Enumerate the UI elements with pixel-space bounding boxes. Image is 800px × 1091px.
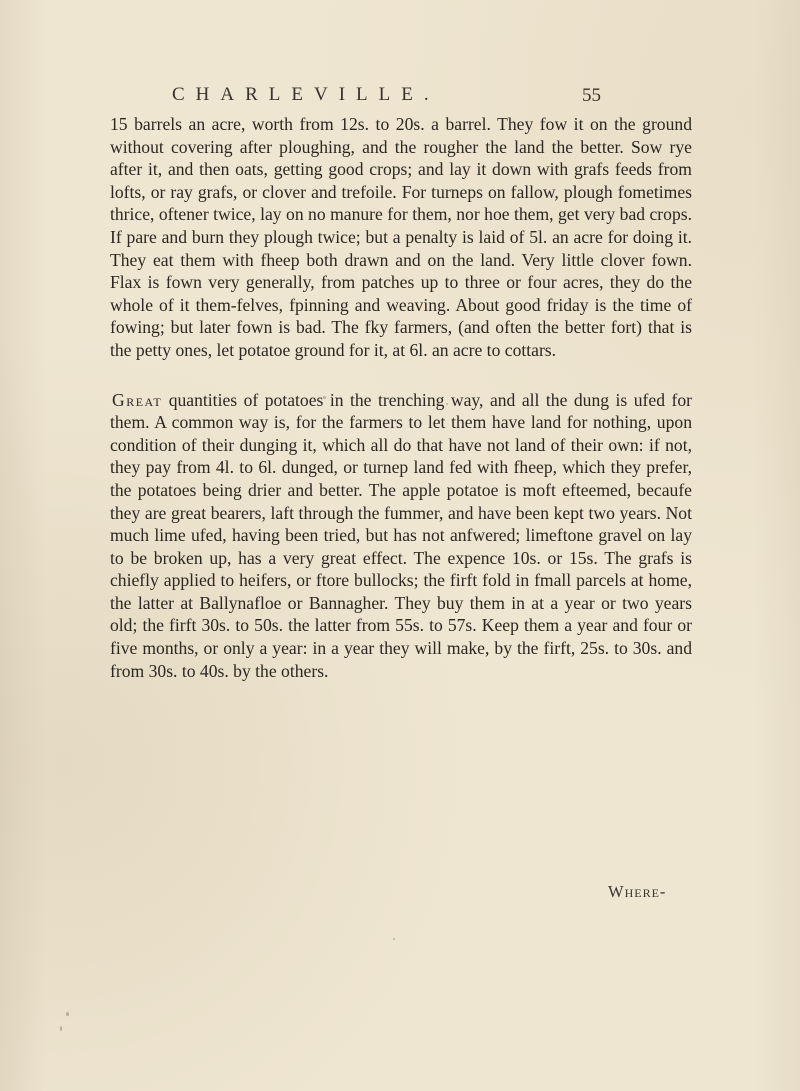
paragraph-1 bbox=[110, 113, 692, 362]
paper-speck bbox=[446, 403, 448, 405]
paragraph-text: 15 barrels an acre, worth from 12s. to 20s. a barrel. They fow it on the ground without covering after ploughing, and the rougher the land the better. Sow rye after it, and then oats, getting good crops; and lay it down with grafs feeds from lofts, or ray grafs, or clover and trefoile. For turneps on fallow, plough fometimes thrice, oftener twice, lay on no manure for them, nor hoe them, get very bad crops. If pare and burn they plough twice; but a penalty is laid of 5l. an acre for doing it. They eat them with fheep both drawn and on the land. Very little clover fown. Flax is fown very generally, from patches up to three or four acres, they do the whole of it them-felves, fpinning and weaving. About good friday is the time of fowing; but later fown is bad. The fky farmers, (and often the better fort) that is the petty ones, let potatoe ground for it, at 6l. an acre to cottars. bbox=[110, 114, 692, 360]
paragraph-2 bbox=[110, 389, 692, 683]
paper-speck bbox=[393, 938, 395, 940]
catchword: Where- bbox=[608, 882, 667, 901]
running-title: CHARLEVILLE. bbox=[172, 84, 440, 105]
paragraph-text: quantities of potatoes in the trenching way, and all the dung is ufed for them. A common way is, for the farmers to let them have land for nothing, upon condition of their dunging it, which all do that have not land of their own: if not, they pay from 4l. to 6l. dunged, or turnep land fed with fheep, which they prefer, the potatoes being drier and better. The apple potatoe is moft efteemed, becaufe they are great bearers, laft through the fummer, and have been kept two years. Not much lime ufed, having been tried, but has not anfwered; limeftone gravel on lay to be broken up, has a very great effect. The expence 10s. or 15s. The grafs is chiefly applied to heifers, or ftore bullocks; the firft fold in fmall parcels at home, the latter at Ballynafloe or Bannagher. They buy them in at a year or two years old; the firft 30s. to 50s. the latter from 55s. to 57s. Keep them a year and four or five months, or only a year: in a year they will make, by the firft, 25s. to 30s. and from 30s. to 40s. by the others. bbox=[110, 389, 692, 681]
paper-speck bbox=[66, 1012, 69, 1016]
body-text bbox=[110, 113, 692, 682]
paper-speck bbox=[60, 1026, 62, 1031]
paragraph-lead: Great bbox=[112, 389, 163, 410]
page-number: 55 bbox=[582, 85, 601, 106]
paper-speck bbox=[323, 396, 326, 399]
running-head bbox=[0, 80, 800, 110]
